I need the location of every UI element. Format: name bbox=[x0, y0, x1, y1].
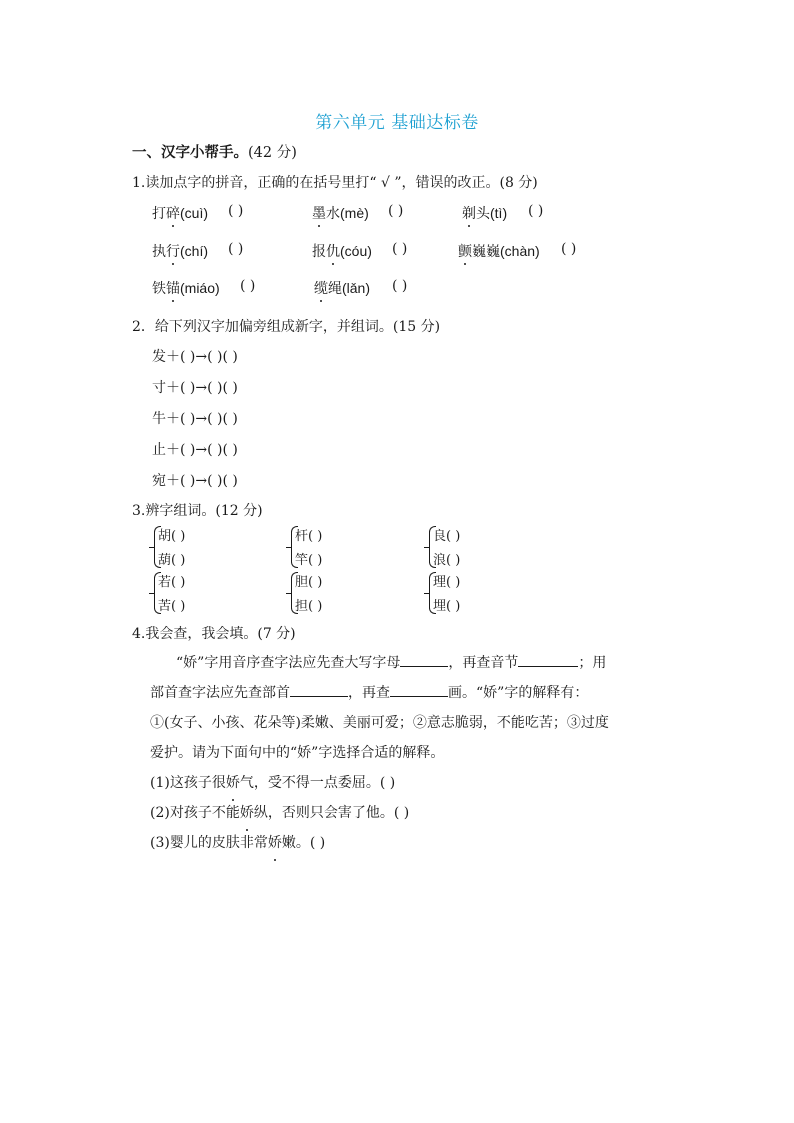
char-pair-item[interactable]: 埋( ) bbox=[433, 599, 461, 614]
char-pair-item[interactable]: 若( ) bbox=[158, 575, 186, 590]
pinyin-item: 打碎(cuì) bbox=[152, 205, 208, 222]
pinyin-item: 缆绳(lǎn) bbox=[314, 280, 371, 297]
page-title: 第六单元 基础达标卷 bbox=[315, 113, 479, 133]
paragraph-line: ①(女子、小孩、花朵等)柔嫩、美丽可爱；②意志脆弱，不能吃苦；③过度 bbox=[150, 715, 609, 731]
radical-row[interactable]: 寸＋( )→( )( ) bbox=[152, 380, 238, 396]
fill-blank[interactable] bbox=[290, 682, 348, 697]
answer-paren[interactable]: ( ) bbox=[528, 203, 544, 219]
answer-paren[interactable]: ( ) bbox=[388, 203, 404, 219]
answer-paren[interactable]: ( ) bbox=[561, 241, 577, 257]
char-pair-item[interactable]: 杆( ) bbox=[295, 529, 323, 544]
char-pair-item[interactable]: 良( ) bbox=[433, 529, 461, 544]
pinyin-item: 墨水(mè) bbox=[312, 205, 369, 222]
section-1-label: 一、汉字小帮手。 bbox=[132, 145, 248, 161]
sentence-item[interactable]: (1)这孩子很娇气，受不得一点委屈。( ) bbox=[150, 769, 395, 797]
answer-paren[interactable]: ( ) bbox=[228, 203, 244, 219]
char-pair-item[interactable]: 竿( ) bbox=[295, 553, 323, 568]
fill-blank[interactable] bbox=[390, 682, 448, 697]
question-1-label: 1.读加点字的拼音，正确的在括号里打“ √ ”，错误的改正。(8 分) bbox=[132, 175, 538, 191]
paragraph-line: “娇”字用音序查字法应先查大写字母 ，再查音节 ；用 bbox=[176, 649, 606, 677]
pinyin-item: 铁锚(miáo) bbox=[152, 280, 220, 297]
paragraph-line: 爱护。请为下面句中的“娇”字选择合适的解释。 bbox=[150, 745, 445, 761]
pinyin-item: 剃头(tì) bbox=[462, 205, 508, 222]
section-1-score: (42 分) bbox=[248, 145, 297, 161]
pinyin-item: 颤巍巍(chàn) bbox=[458, 243, 540, 260]
fill-blank[interactable] bbox=[518, 652, 578, 667]
question-4-label: 4.我会查，我会填。(7 分) bbox=[132, 626, 296, 642]
question-3-label: 3.辨字组词。(12 分) bbox=[132, 503, 263, 519]
sentence-item[interactable]: (2)对孩子不能娇纵，否则只会害了他。( ) bbox=[150, 799, 409, 827]
pinyin-item: 报仇(cóu) bbox=[312, 243, 372, 260]
paragraph-line: 部首查字法应先查部首 ，再查 画。“娇”字的解释有： bbox=[150, 679, 588, 707]
answer-paren[interactable]: ( ) bbox=[392, 241, 408, 257]
radical-row[interactable]: 宛＋( )→( )( ) bbox=[152, 473, 238, 489]
radical-row[interactable]: 止＋( )→( )( ) bbox=[152, 442, 238, 458]
section-1-heading bbox=[132, 141, 297, 162]
radical-row[interactable]: 牛＋( )→( )( ) bbox=[152, 411, 238, 427]
answer-paren[interactable]: ( ) bbox=[240, 278, 256, 294]
char-pair-item[interactable]: 胆( ) bbox=[295, 575, 323, 590]
answer-paren[interactable]: ( ) bbox=[228, 241, 244, 257]
char-pair-item[interactable]: 理( ) bbox=[433, 575, 461, 590]
pinyin-item: 执行(chí) bbox=[152, 243, 208, 260]
char-pair-item[interactable]: 浪( ) bbox=[433, 553, 461, 568]
char-pair-item[interactable]: 葫( ) bbox=[158, 553, 186, 568]
fill-blank[interactable] bbox=[400, 652, 448, 667]
radical-row[interactable]: 发＋( )→( )( ) bbox=[152, 349, 238, 365]
answer-paren[interactable]: ( ) bbox=[392, 278, 408, 294]
question-2-label: 2．给下列汉字加偏旁组成新字，并组词。(15 分) bbox=[132, 319, 441, 335]
char-pair-item[interactable]: 担( ) bbox=[295, 599, 323, 614]
char-pair-item[interactable]: 胡( ) bbox=[158, 529, 186, 544]
sentence-item[interactable]: (3)婴儿的皮肤非常娇嫩。( ) bbox=[150, 829, 325, 857]
char-pair-item[interactable]: 苦( ) bbox=[158, 599, 186, 614]
